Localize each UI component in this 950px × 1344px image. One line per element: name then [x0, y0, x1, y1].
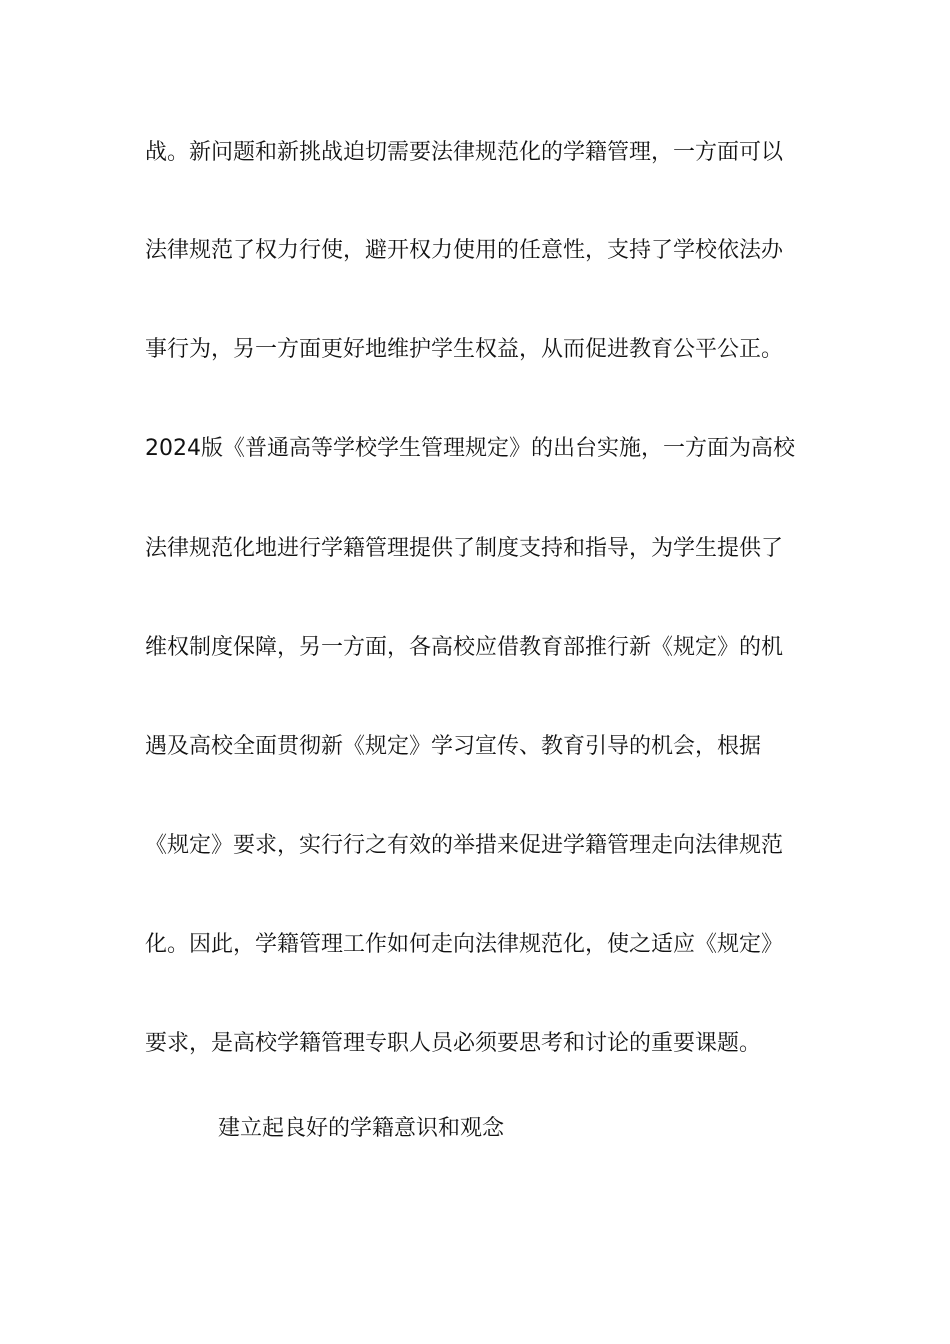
- paragraph-line: 维权制度保障，另一方面，各高校应借教育部推行新《规定》的机: [145, 635, 784, 660]
- paragraph-line: 《规定》要求，实行行之有效的举措来促进学籍管理走向法律规范: [145, 833, 784, 858]
- paragraph-line: 遇及高校全面贯彻新《规定》学习宣传、教育引导的机会，根据: [145, 734, 762, 759]
- paragraph-line: 2024版《普通高等学校学生管理规定》的出台实施，一方面为高校: [145, 436, 795, 461]
- paragraph-line: 法律规范了权力行使，避开权力使用的任意性，支持了学校依法办: [145, 238, 784, 263]
- section-heading: 建立起良好的学籍意识和观念: [218, 1116, 505, 1141]
- paragraph-line: 事行为，另一方面更好地维护学生权益，从而促进教育公平公正。: [145, 337, 784, 362]
- paragraph-line: 化。因此，学籍管理工作如何走向法律规范化，使之适应《规定》: [145, 932, 784, 957]
- paragraph-line: 战。新问题和新挑战迫切需要法律规范化的学籍管理，一方面可以: [145, 140, 784, 165]
- paragraph-line: 法律规范化地进行学籍管理提供了制度支持和指导，为学生提供了: [145, 536, 784, 561]
- paragraph-line: 要求，是高校学籍管理专职人员必须要思考和讨论的重要课题。: [145, 1031, 762, 1056]
